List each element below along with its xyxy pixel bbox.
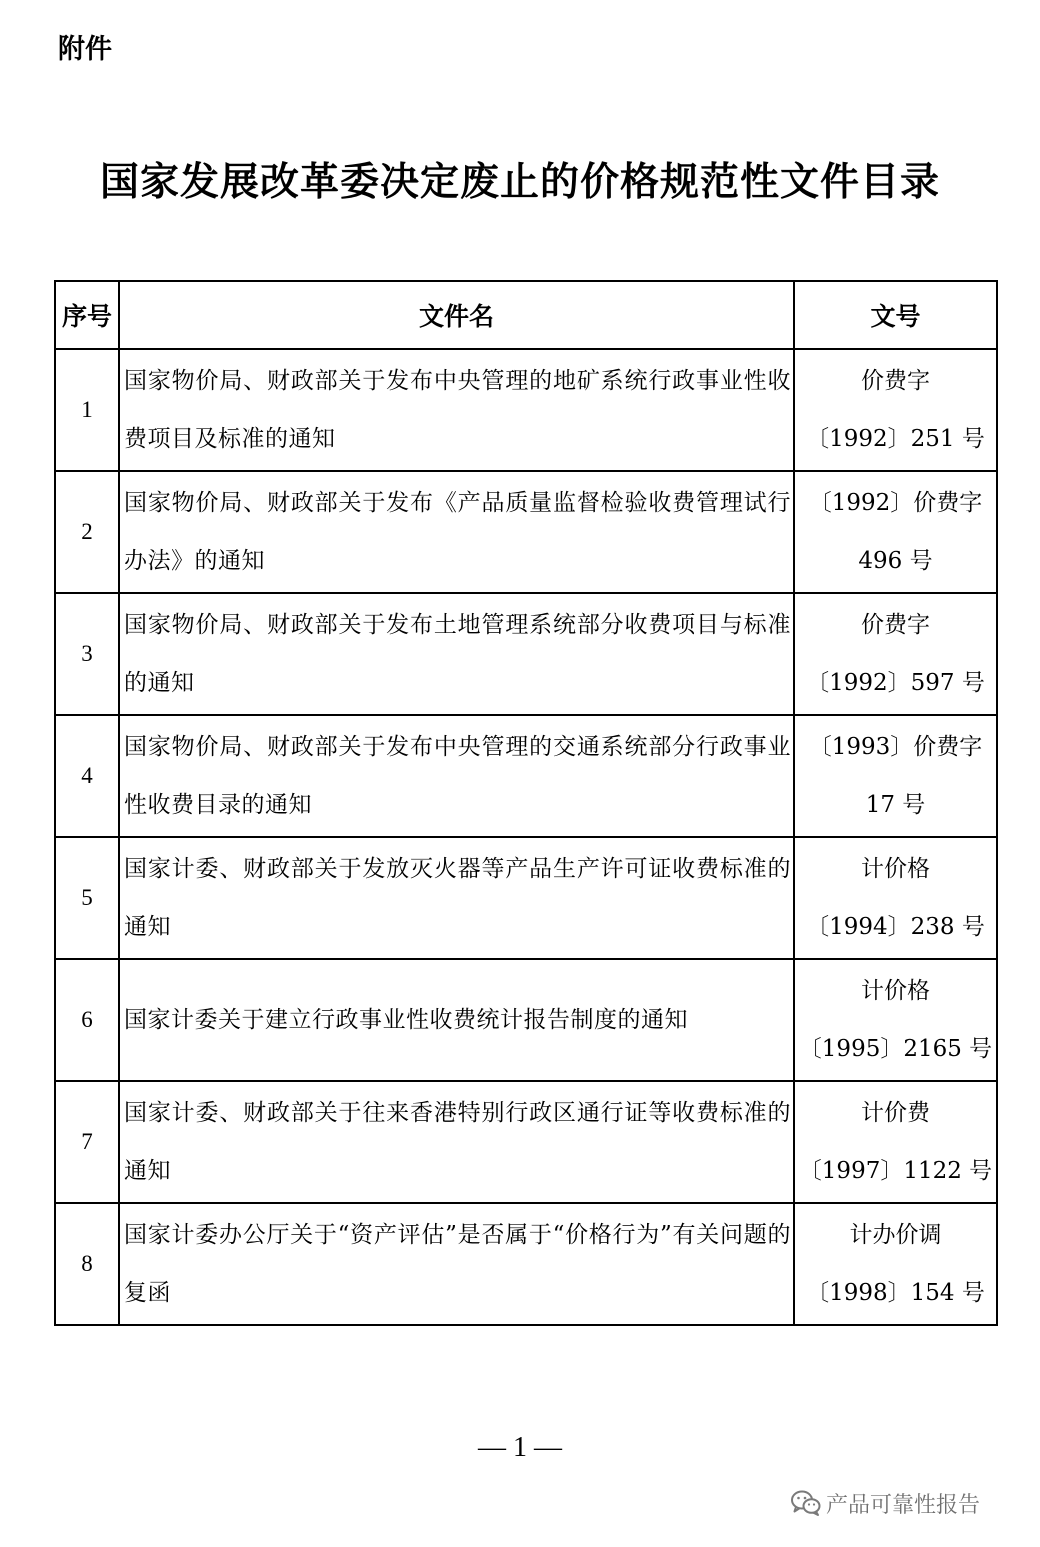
number-line-1: 〔1992〕价费字 (808, 490, 983, 516)
header-seq: 序号 (55, 281, 119, 349)
row-seq: 4 (55, 715, 119, 837)
row-document-name: 国家物价局、财政部关于发布《产品质量监督检验收费管理试行办法》的通知 (119, 471, 794, 593)
row-document-name: 国家计委办公厅关于“资产评估”是否属于“价格行为”有关问题的复函 (119, 1203, 794, 1325)
wechat-icon (790, 1489, 822, 1517)
header-name: 文件名 (119, 281, 794, 349)
row-document-name: 国家物价局、财政部关于发布中央管理的地矿系统行政事业性收费项目及标准的通知 (119, 349, 794, 471)
table-row (55, 959, 997, 1081)
table-row (55, 1081, 997, 1203)
number-line-2: 17 号 (865, 792, 926, 818)
number-line-1: 计价格 (861, 978, 930, 1004)
row-document-number (794, 715, 997, 837)
number-line-1: 计价格 (861, 856, 930, 882)
number-line-2: 496 号 (858, 548, 933, 574)
catalog-table (54, 280, 998, 1326)
row-seq: 7 (55, 1081, 119, 1203)
row-seq: 5 (55, 837, 119, 959)
watermark-text: 产品可靠性报告 (826, 1492, 981, 1518)
row-document-number (794, 349, 997, 471)
row-seq: 3 (55, 593, 119, 715)
number-line-2: 〔1994〕238 号 (806, 914, 985, 940)
row-seq: 8 (55, 1203, 119, 1325)
number-line-2: 〔1992〕251 号 (806, 426, 985, 452)
row-seq: 2 (55, 471, 119, 593)
document-title: 国家发展改革委决定废止的价格规范性文件目录 (99, 159, 940, 205)
table-row (55, 1203, 997, 1325)
number-line-1: 〔1993〕价费字 (808, 734, 983, 760)
number-line-1: 价费字 (861, 368, 930, 394)
row-document-number (794, 471, 997, 593)
number-line-2: 〔1995〕2165 号 (798, 1036, 993, 1062)
watermark (790, 1486, 980, 1520)
row-seq: 6 (55, 959, 119, 1081)
number-line-2: 〔1992〕597 号 (806, 670, 985, 696)
row-document-name: 国家物价局、财政部关于发布中央管理的交通系统部分行政事业性收费目录的通知 (119, 715, 794, 837)
number-line-1: 计办价调 (849, 1222, 942, 1248)
table-row (55, 471, 997, 593)
row-document-name: 国家物价局、财政部关于发布土地管理系统部分收费项目与标准的通知 (119, 593, 794, 715)
row-document-number (794, 1203, 997, 1325)
number-line-2: 〔1997〕1122 号 (798, 1158, 993, 1184)
row-document-name: 国家计委关于建立行政事业性收费统计报告制度的通知 (119, 959, 794, 1081)
number-line-2: 〔1998〕154 号 (806, 1280, 985, 1306)
row-seq: 1 (55, 349, 119, 471)
number-line-1: 计价费 (861, 1100, 930, 1126)
table-row (55, 837, 997, 959)
attachment-label: 附件 (58, 34, 112, 65)
header-number: 文号 (794, 281, 997, 349)
row-document-name: 国家计委、财政部关于往来香港特别行政区通行证等收费标准的通知 (119, 1081, 794, 1203)
row-document-number (794, 837, 997, 959)
table-row (55, 349, 997, 471)
page-number: — 1 — (478, 1432, 562, 1463)
table-row (55, 593, 997, 715)
row-document-number (794, 1081, 997, 1203)
row-document-number (794, 959, 997, 1081)
table-header-row (55, 281, 997, 349)
number-line-1: 价费字 (861, 612, 930, 638)
table-row (55, 715, 997, 837)
row-document-name: 国家计委、财政部关于发放灭火器等产品生产许可证收费标准的通知 (119, 837, 794, 959)
row-document-number (794, 593, 997, 715)
